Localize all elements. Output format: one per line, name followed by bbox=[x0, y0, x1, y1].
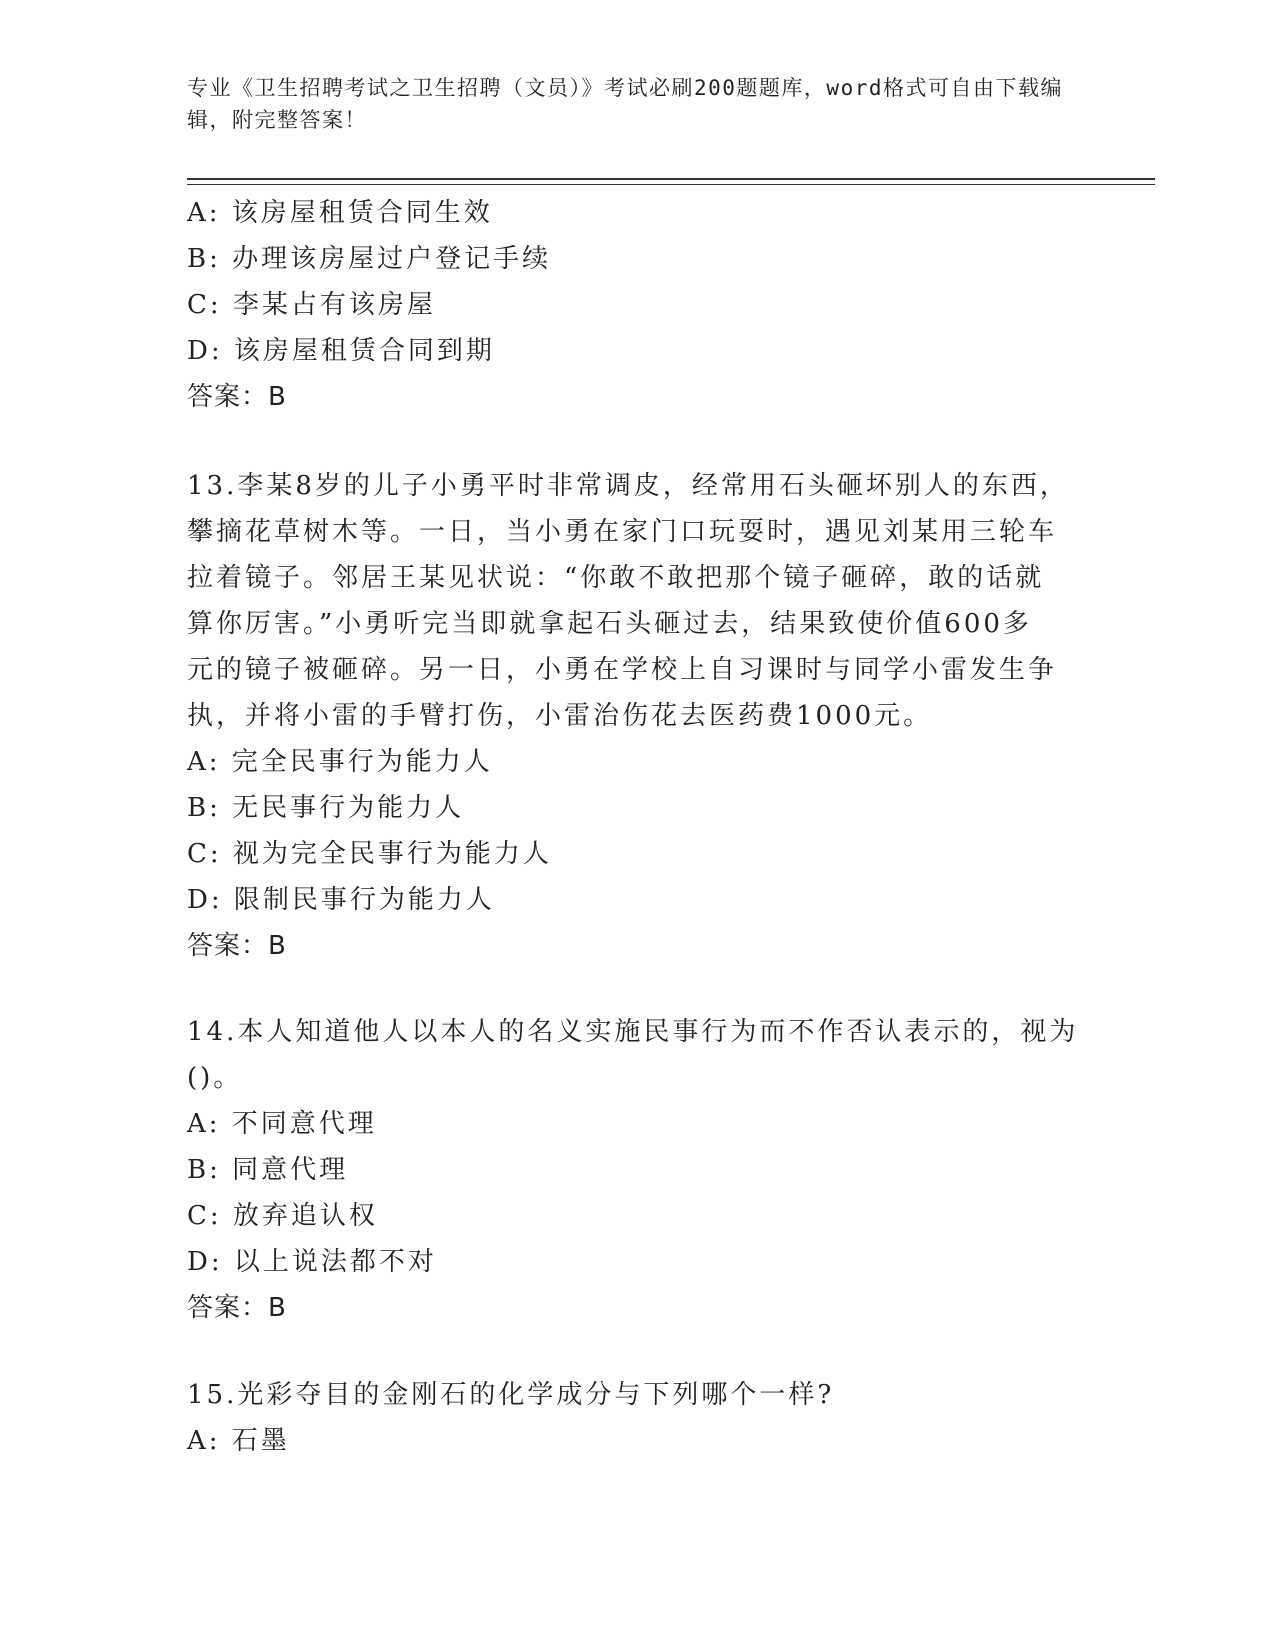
question-13 bbox=[187, 463, 1087, 969]
answer: 答案：B bbox=[187, 382, 287, 412]
question-12 bbox=[187, 190, 1087, 420]
option-b: B: 无民事行为能力人 bbox=[187, 793, 465, 823]
question-stem-line: 算你厉害。”小勇听完当即就拿起石头砸过去，结果致使价值600多 bbox=[187, 609, 1032, 639]
option-a: A: 不同意代理 bbox=[187, 1109, 377, 1139]
answer: 答案：B bbox=[187, 1293, 287, 1323]
option-d: D: 以上说法都不对 bbox=[187, 1247, 437, 1277]
question-stem-line: 元的镜子被砸碎。另一日，小勇在学校上自习课时与同学小雷发生争 bbox=[187, 655, 1058, 685]
option-b: B: 同意代理 bbox=[187, 1155, 349, 1185]
question-stem-line: 执，并将小雷的手臂打伤，小雷治伤花去医药费1000元。 bbox=[187, 701, 933, 731]
question-stem-line: 攀摘花草树木等。一日，当小勇在家门口玩耍时，遇见刘某用三轮车 bbox=[187, 517, 1058, 547]
question-stem-line: 15.光彩夺目的金刚石的化学成分与下列哪个一样? bbox=[187, 1380, 835, 1410]
option-c: C: 李某占有该房屋 bbox=[187, 290, 436, 320]
option-c: C: 视为完全民事行为能力人 bbox=[187, 839, 552, 869]
option-b: B: 办理该房屋过户登记手续 bbox=[187, 244, 552, 274]
question-stem-line: 14.本人知道他人以本人的名义实施民事行为而不作否认表示的，视为 bbox=[187, 1017, 1079, 1047]
question-stem-line: 拉着镜子。邻居王某见状说：“你敢不敢把那个镜子砸碎，敢的话就 bbox=[187, 563, 1045, 593]
option-a: A: 完全民事行为能力人 bbox=[187, 747, 493, 777]
document-header: 专业《卫生招聘考试之卫生招聘（文员）》考试必刷200题题库，word格式可自由下载编辑，附完整答案！ bbox=[187, 76, 1063, 132]
option-a: A: 该房屋租赁合同生效 bbox=[187, 198, 493, 228]
question-15 bbox=[187, 1372, 1087, 1464]
header-rule-thin bbox=[187, 184, 1155, 185]
option-d: D: 限制民事行为能力人 bbox=[187, 885, 495, 915]
question-14 bbox=[187, 1009, 1087, 1331]
option-d: D: 该房屋租赁合同到期 bbox=[187, 336, 495, 366]
question-stem-line: 13.李某8岁的儿子小勇平时非常调皮，经常用石头砸坏别人的东西， bbox=[187, 471, 1069, 501]
option-a: A: 石墨 bbox=[187, 1426, 290, 1456]
option-c: C: 放弃追认权 bbox=[187, 1201, 378, 1231]
header-rule-thick bbox=[187, 178, 1155, 180]
answer: 答案：B bbox=[187, 931, 287, 961]
question-stem-line: ()。 bbox=[187, 1063, 243, 1093]
